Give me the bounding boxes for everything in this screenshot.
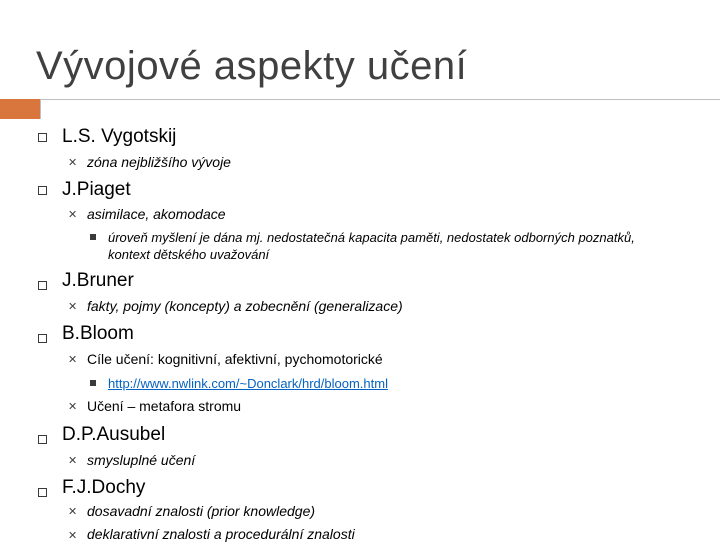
list-subsubitem-uroven: úroveň myšlení je dána mj. nedostatečná kapacita paměti, nedostatek odborných poznatků, kontext dětského uvažování (108, 230, 635, 262)
filled-square-bullet-icon (90, 234, 96, 240)
list-subitem-dosavadni: dosavadní znalosti (prior knowledge) (87, 503, 316, 519)
x-bullet-icon: ✕ (68, 505, 78, 518)
list-item-bloom: B.Bloom (62, 323, 134, 344)
list-subitem-metafora: Učení – metafora stromu (87, 398, 242, 414)
square-bullet-icon (38, 334, 47, 343)
square-bullet-icon (38, 281, 47, 290)
x-bullet-icon: ✕ (68, 454, 78, 467)
bloom-link[interactable]: http://www.nwlink.com/~Donclark/hrd/bloom.html (108, 376, 388, 391)
square-bullet-icon (38, 186, 47, 195)
list-item-ausubel: D.P.Ausubel (62, 424, 166, 445)
square-bullet-icon (38, 435, 47, 444)
square-bullet-icon (38, 488, 47, 497)
x-bullet-icon: ✕ (68, 300, 78, 313)
x-bullet-icon: ✕ (68, 353, 78, 366)
x-bullet-icon: ✕ (68, 400, 78, 413)
x-bullet-icon: ✕ (68, 156, 78, 169)
slide-title: Vývojové aspekty učení (36, 44, 468, 88)
list-item-piaget: J.Piaget (62, 179, 131, 200)
list-item-bruner: J.Bruner (62, 270, 134, 291)
square-bullet-icon (38, 133, 47, 142)
list-subitem-smysluplne: smysluplné učení (87, 452, 196, 468)
x-bullet-icon: ✕ (68, 208, 78, 221)
list-subitem-fakty: fakty, pojmy (koncepty) a zobecnění (generalizace) (87, 298, 403, 314)
list-subitem-cile: Cíle učení: kognitivní, afektivní, pychomotorické (87, 351, 383, 367)
list-item-vygotskij: L.S. Vygotskij (62, 126, 177, 147)
filled-square-bullet-icon (90, 380, 96, 386)
list-item-dochy: F.J.Dochy (62, 477, 146, 498)
list-subitem-zona: zóna nejbližšího vývoje (87, 154, 231, 170)
x-bullet-icon: ✕ (68, 529, 78, 542)
list-subitem-deklarativni: deklarativní znalosti a procedurální znalosti (87, 526, 355, 542)
list-subitem-asimilace: asimilace, akomodace (87, 206, 226, 222)
